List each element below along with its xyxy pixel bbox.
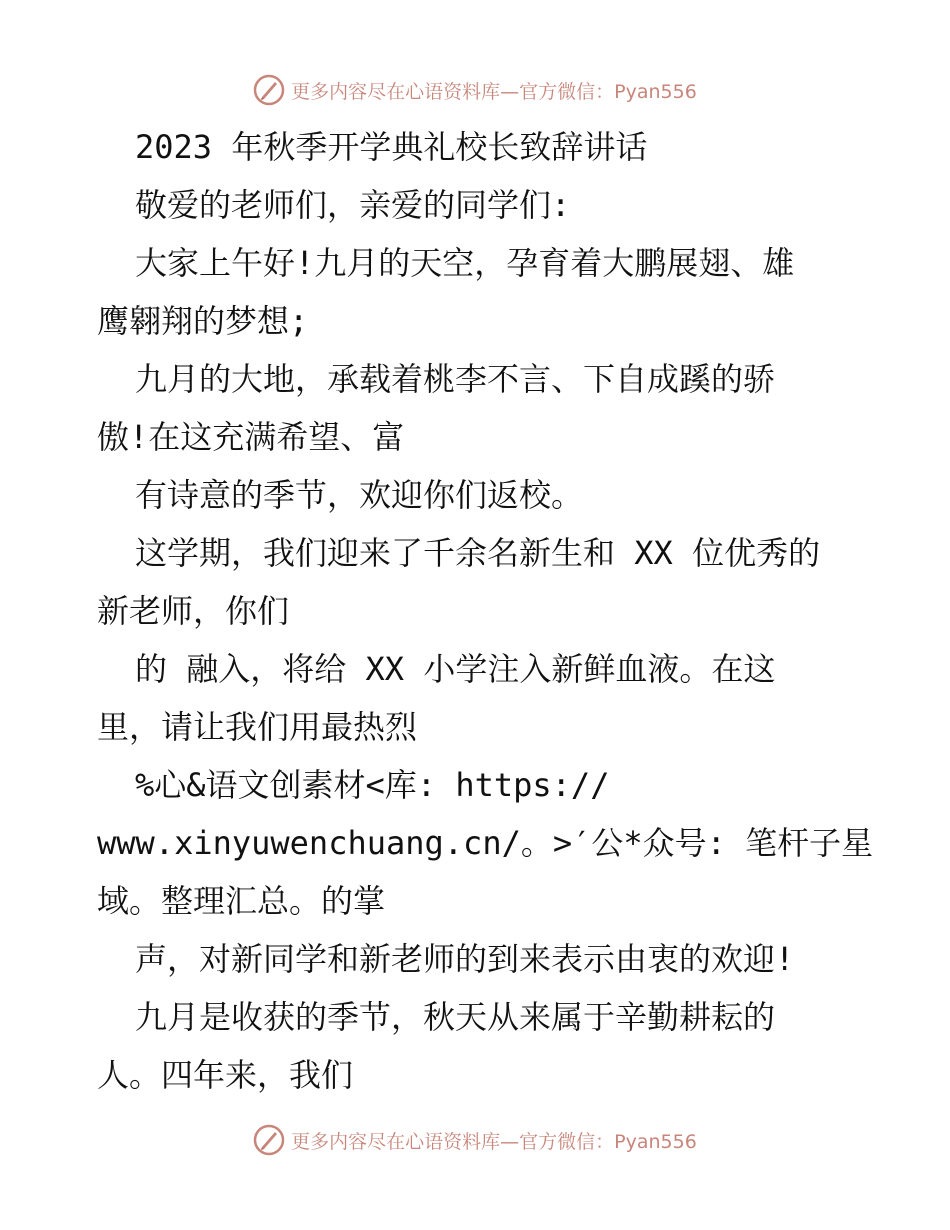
header-watermark bbox=[0, 70, 950, 110]
doc-line: 傲!在这充满希望、富 bbox=[97, 418, 405, 456]
doc-line: 鹰翱翔的梦想; bbox=[97, 302, 309, 340]
watermark-text: 更多内容尽在心语资料库—官方微信：Pyan556 bbox=[291, 80, 697, 103]
doc-line: 人。四年来，我们 bbox=[97, 1056, 354, 1094]
doc-line: 九月是收获的季节，秋天从来属于辛勤耕耘的 bbox=[135, 998, 776, 1036]
doc-line: 里，请让我们用最热烈 bbox=[97, 708, 418, 746]
doc-line: 大家上午好!九月的天空，孕育着大鹏展翅、雄 bbox=[135, 244, 795, 282]
doc-line: 域。整理汇总。的掌 bbox=[97, 882, 386, 920]
document-body bbox=[97, 118, 874, 1104]
doc-line: 的 融入，将给 XX 小学注入新鲜血液。在这 bbox=[135, 650, 776, 688]
quill-logo-icon bbox=[253, 74, 285, 106]
doc-line: 九月的大地，承载着桃李不言、下自成蹊的骄 bbox=[135, 360, 776, 398]
quill-logo-icon bbox=[253, 1124, 285, 1156]
doc-line: %心&语文创素材<库: https:// bbox=[135, 766, 610, 804]
doc-title: 2023 年秋季开学典礼校长致辞讲话 bbox=[135, 128, 648, 166]
watermark-text: 更多内容尽在心语资料库—官方微信：Pyan556 bbox=[291, 1130, 697, 1153]
doc-line: www.xinyuwenchuang.cn/。>′公*众号: 笔杆子星 bbox=[97, 824, 874, 862]
doc-line: 有诗意的季节，欢迎你们返校。 bbox=[135, 476, 584, 514]
doc-line: 新老师，你们 bbox=[97, 592, 290, 630]
doc-line: 声，对新同学和新老师的到来表示由衷的欢迎! bbox=[135, 940, 795, 978]
doc-line: 敬爱的老师们，亲爱的同学们: bbox=[135, 186, 571, 224]
doc-line: 这学期，我们迎来了千余名新生和 XX 位优秀的 bbox=[135, 534, 821, 572]
footer-watermark bbox=[0, 1120, 950, 1160]
